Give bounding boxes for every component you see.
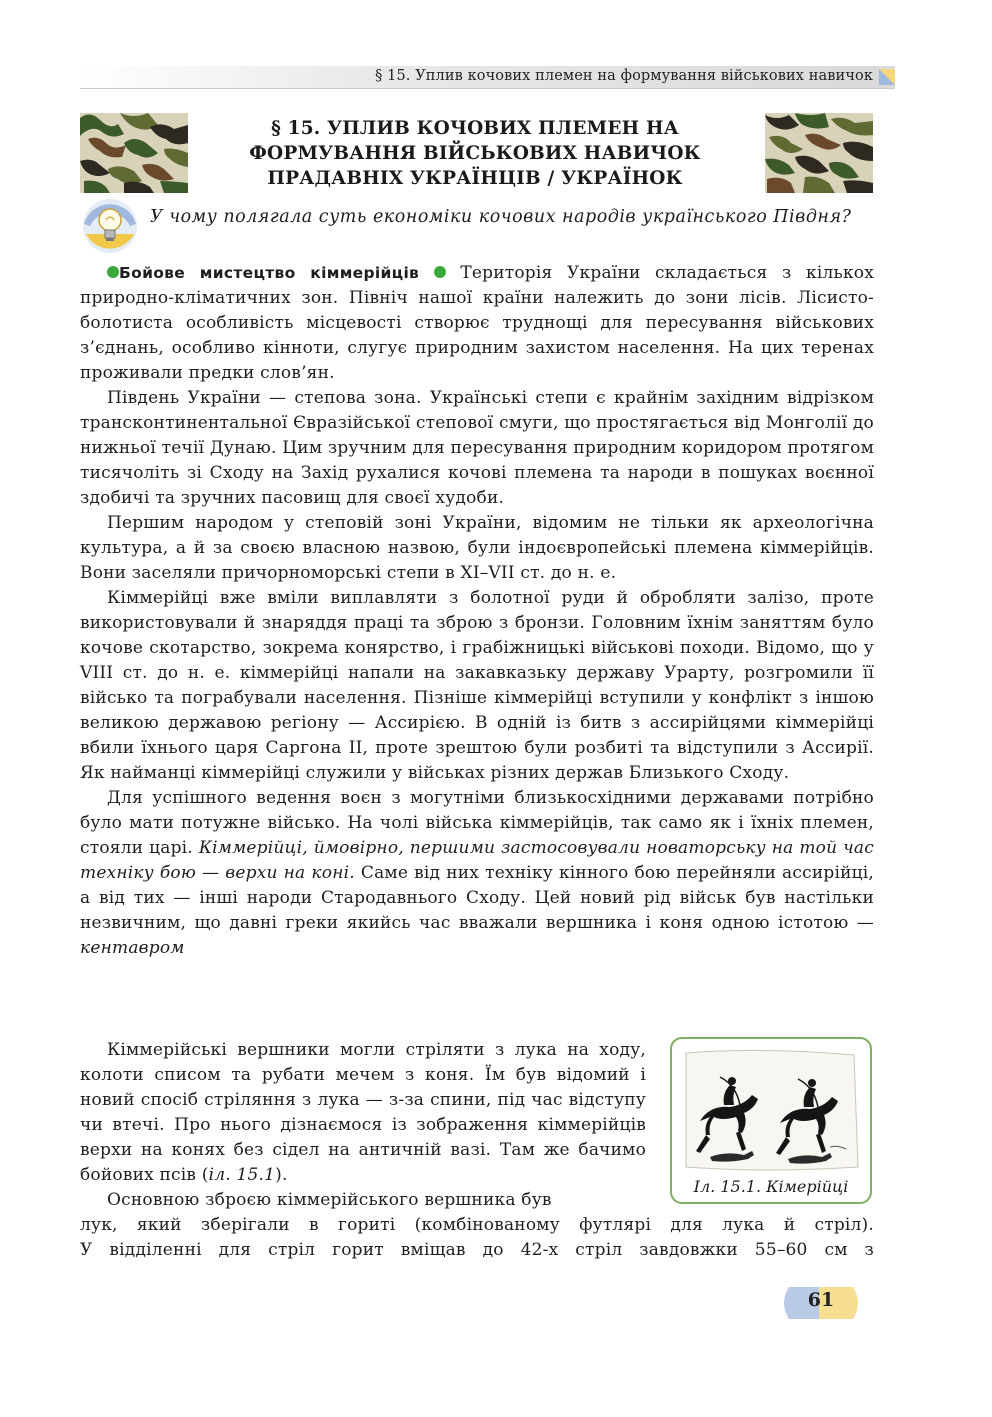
green-dot-icon <box>107 266 119 278</box>
running-header <box>80 66 895 89</box>
figure-15-1 <box>670 1037 872 1204</box>
main-text-continued <box>80 1213 874 1263</box>
section-title-line: ФОРМУВАННЯ ВІЙСЬКОВИХ НАВИЧОК <box>249 143 701 164</box>
paragraph-line: Основною зброєю кіммерійського вершника був <box>107 1190 552 1210</box>
paragraph-text: Кіммерійські вершники могли стріляти з лука на ходу, колоти списом та рубати мечем з коня. Їм був відомий і новий спосіб стріляння з лука — з-за спини, під час відступу чи втечі. Про нього дізнаємося із зображення кіммерійців верхи на конях без сідел на античній вазі. Там же бачимо бойових псів ( <box>80 1040 646 1185</box>
running-header-title: § 15. Уплив кочових племен на формування військових навичок <box>375 68 873 84</box>
lightbulb-icon <box>82 198 138 256</box>
paragraph-text: Для успішного ведення воєн з могутніми близькосхідними державами потрібно було мати потужне військо. На чолі війська кіммерійців, так само як і їхніх племен, стояли царі. <box>80 788 874 858</box>
paragraph-text: Територія України складається з кількох природно-кліматичних зон. Північ нашої країни належить до зони лісів. Лісисто-болотиста особливість місцевості створює труднощі для пересування військових з’єднань, особливо кінноти, слугує природним захистом населення. На цих теренах проживали предки слов’ян. <box>80 263 874 383</box>
paragraph: Кіммерійці вже вміли виплавляти з болотної руди й обробляти залізо, проте використовували й знаряддя праці та зброю з бронзи. Головним їхнім заняттям було кочове скотарство, зокрема конярство, і грабіжницькі військові походи. Відомо, що у VIII ст. до н. е. кіммерійці напали на закавказьку державу Урарту, розгромили її військо та пограбували населення. Пізніше кіммерійці вступили у конфлікт з іншою великою державою регіону — Ассирією. В одній із битв з ассирійцями кіммерійці вбили їхнього царя Саргона II, проте зрештою були розбиті та відступили з Ассирії. Як найманці кіммерійці служили у військах різних держав Близького Сходу. <box>80 588 874 783</box>
lesson-question: У чому полягала суть економіки кочових народів українського Півдня? <box>150 207 852 227</box>
corner-triangle-icon <box>879 69 895 85</box>
green-dot-icon <box>434 266 446 278</box>
paragraph-line: У відділенні для стріл горит вміщав до 42-х стріл завдовжки 55–60 см з <box>80 1240 874 1260</box>
paragraph-text: Саме від них техніку кінного бою перейняли ассирійці, а від тих — інші народи Стародавнього Сходу. Цей новий рід військ був настільки незвичним, що давні греки якийсь час вважали вершника і коня одною істотою — <box>80 863 874 933</box>
paragraph-text: ). <box>275 1165 288 1185</box>
paragraph <box>80 1038 646 1188</box>
figure-caption: Іл. 15.1. Кімерійці <box>693 1177 849 1196</box>
paragraph: Південь України — степова зона. Українські степи є крайнім західним відрізком трансконтинентальної Євразійської степової смуги, що простягається від Монголії до нижньої течії Дунаю. Цим зручним для пересування природним коридором протягом тисячоліть зі Сходу на Захід рухалися кочові племена та народи в пошуках воєнної здобичі та зручних пасовищ для своєї худоби. <box>80 388 874 508</box>
emphasis-text: Кіммерійці, ймовірно, першими застосовували новаторську на той час техніку бою — верхи на коні. <box>80 838 874 883</box>
camouflage-pattern-right <box>765 113 873 193</box>
section-title <box>200 116 750 191</box>
paragraph-line: лук, який зберігали в гориті (комбінованому футлярі для лука й стріл). <box>80 1215 874 1235</box>
page-number: 61 <box>807 1289 835 1311</box>
paragraph: Першим народом у степовій зоні України, відомим не тільки як археологічна культура, а й за своєю власною назвою, були індоєвропейські племена кіммерійців. Вони заселяли причорноморські степи в XI–VII ст. до н. е. <box>80 513 874 583</box>
emphasis-text: кентавром <box>80 938 185 958</box>
section-heading: Бойове мистецтво кіммерійців <box>119 264 420 282</box>
main-text <box>80 261 874 961</box>
paragraph <box>80 786 874 961</box>
page-number-badge <box>779 1285 863 1321</box>
camouflage-pattern-left <box>80 113 188 193</box>
main-text-narrow <box>80 1038 646 1213</box>
figure-reference: іл. 15.1 <box>208 1165 276 1185</box>
section-title-line: ПРАДАВНІХ УКРАЇНЦІВ / УКРАЇНОК <box>267 168 683 189</box>
paragraph <box>80 261 874 386</box>
cimmerian-riders-image <box>680 1047 862 1175</box>
section-title-line: § 15. УПЛИВ КОЧОВИХ ПЛЕМЕН НА <box>271 118 679 139</box>
